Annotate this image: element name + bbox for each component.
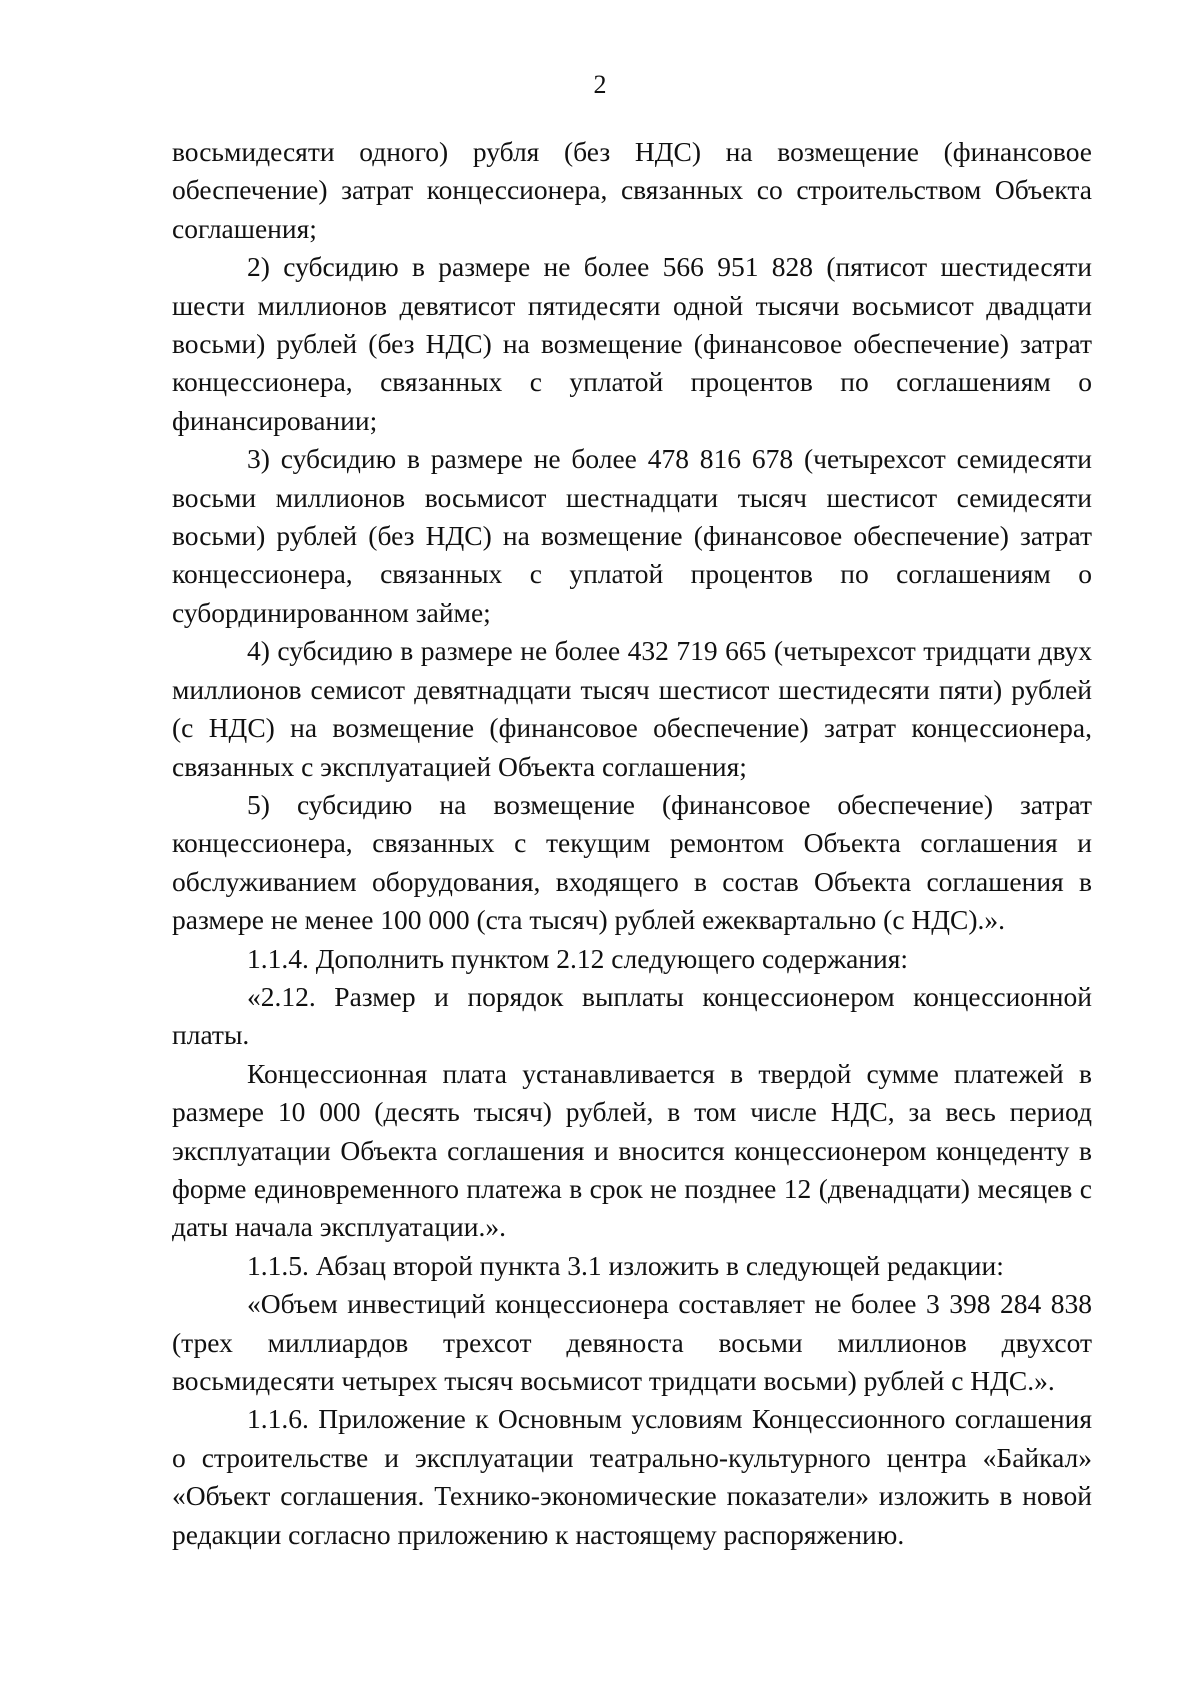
paragraph-continuation: восьмидесяти одного) рубля (без НДС) на возмещение (финансовое обеспечение) затрат концессионера, связанных со строительством Объекта соглашения; xyxy=(172,136,1092,244)
page-number: 2 xyxy=(593,70,607,99)
paragraph-item-1-1-4: 1.1.4. Дополнить пунктом 2.12 следующего содержания: xyxy=(247,942,908,974)
paragraph-subsidy-5: 5) субсидию на возмещение (финансовое обеспечение) затрат концессионера, связанных с текущим ремонтом Объекта соглашения и обслуживанием оборудования, входящего в состав Объекта соглашения в размере не менее 100 000 (ста тысяч) рублей ежеквартально (с НДС).». xyxy=(172,788,1092,936)
paragraph-subsidy-4: 4) субсидию в размере не более 432 719 665 (четырехсот тридцати двух миллионов семисот девятнадцати тысяч шестисот шестидесяти пяти) рублей (с НДС) на возмещение (финансовое обеспечение) затрат концессионера, связанных с эксплуатацией Объекта соглашения; xyxy=(172,635,1092,782)
paragraph-investment-volume: «Объем инвестиций концессионера составляет не более 3 398 284 838 (трех миллиардов трехсот девяноста восьми миллионов двухсот восьмидесяти четырех тысяч восьмисот тридцати восьми) рублей с НДС.». xyxy=(172,1288,1092,1396)
paragraph-subsidy-3: 3) субсидию в размере не более 478 816 678 (четырехсот семидесяти восьми миллионов восьмисот шестнадцати тысяч шестисот семидесяти восьми) рублей (без НДС) на возмещение (финансовое обеспечение) затрат концессионера, связанных с уплатой процентов по соглашениям о субординированном займе; xyxy=(172,443,1092,628)
paragraph-item-1-1-5: 1.1.5. Абзац второй пункта 3.1 изложить в следующей редакции: xyxy=(247,1249,1004,1281)
paragraph-item-2-12-heading: «2.12. Размер и порядок выплаты концессионером концессионной платы. xyxy=(172,980,1092,1051)
paragraph-subsidy-2: 2) субсидию в размере не более 566 951 828 (пятисот шестидесяти шести миллионов девятисот пятидесяти одной тысячи восьмисот двадцати восьми) рублей (без НДС) на возмещение (финансовое обеспечение) затрат концессионера, связанных с уплатой процентов по соглашениям о финансировании; xyxy=(172,251,1092,436)
paragraph-item-1-1-6: 1.1.6. Приложение к Основным условиям Концессионного соглашения о строительстве и эксплуатации театрально-культурного центра «Байкал» «Объект соглашения. Технико-экономические показатели» изложить в новой редакции согласно приложению к настоящему распоряжению. xyxy=(172,1403,1092,1550)
document-body xyxy=(172,133,1092,1554)
paragraph-concession-fee: Концессионная плата устанавливается в твердой сумме платежей в размере 10 000 (десять тысяч) рублей, в том числе НДС, за весь период эксплуатации Объекта соглашения и вносится концессионером концеденту в форме единовременного платежа в срок не позднее 12 (двенадцати) месяцев с даты начала эксплуатации.». xyxy=(172,1057,1092,1243)
